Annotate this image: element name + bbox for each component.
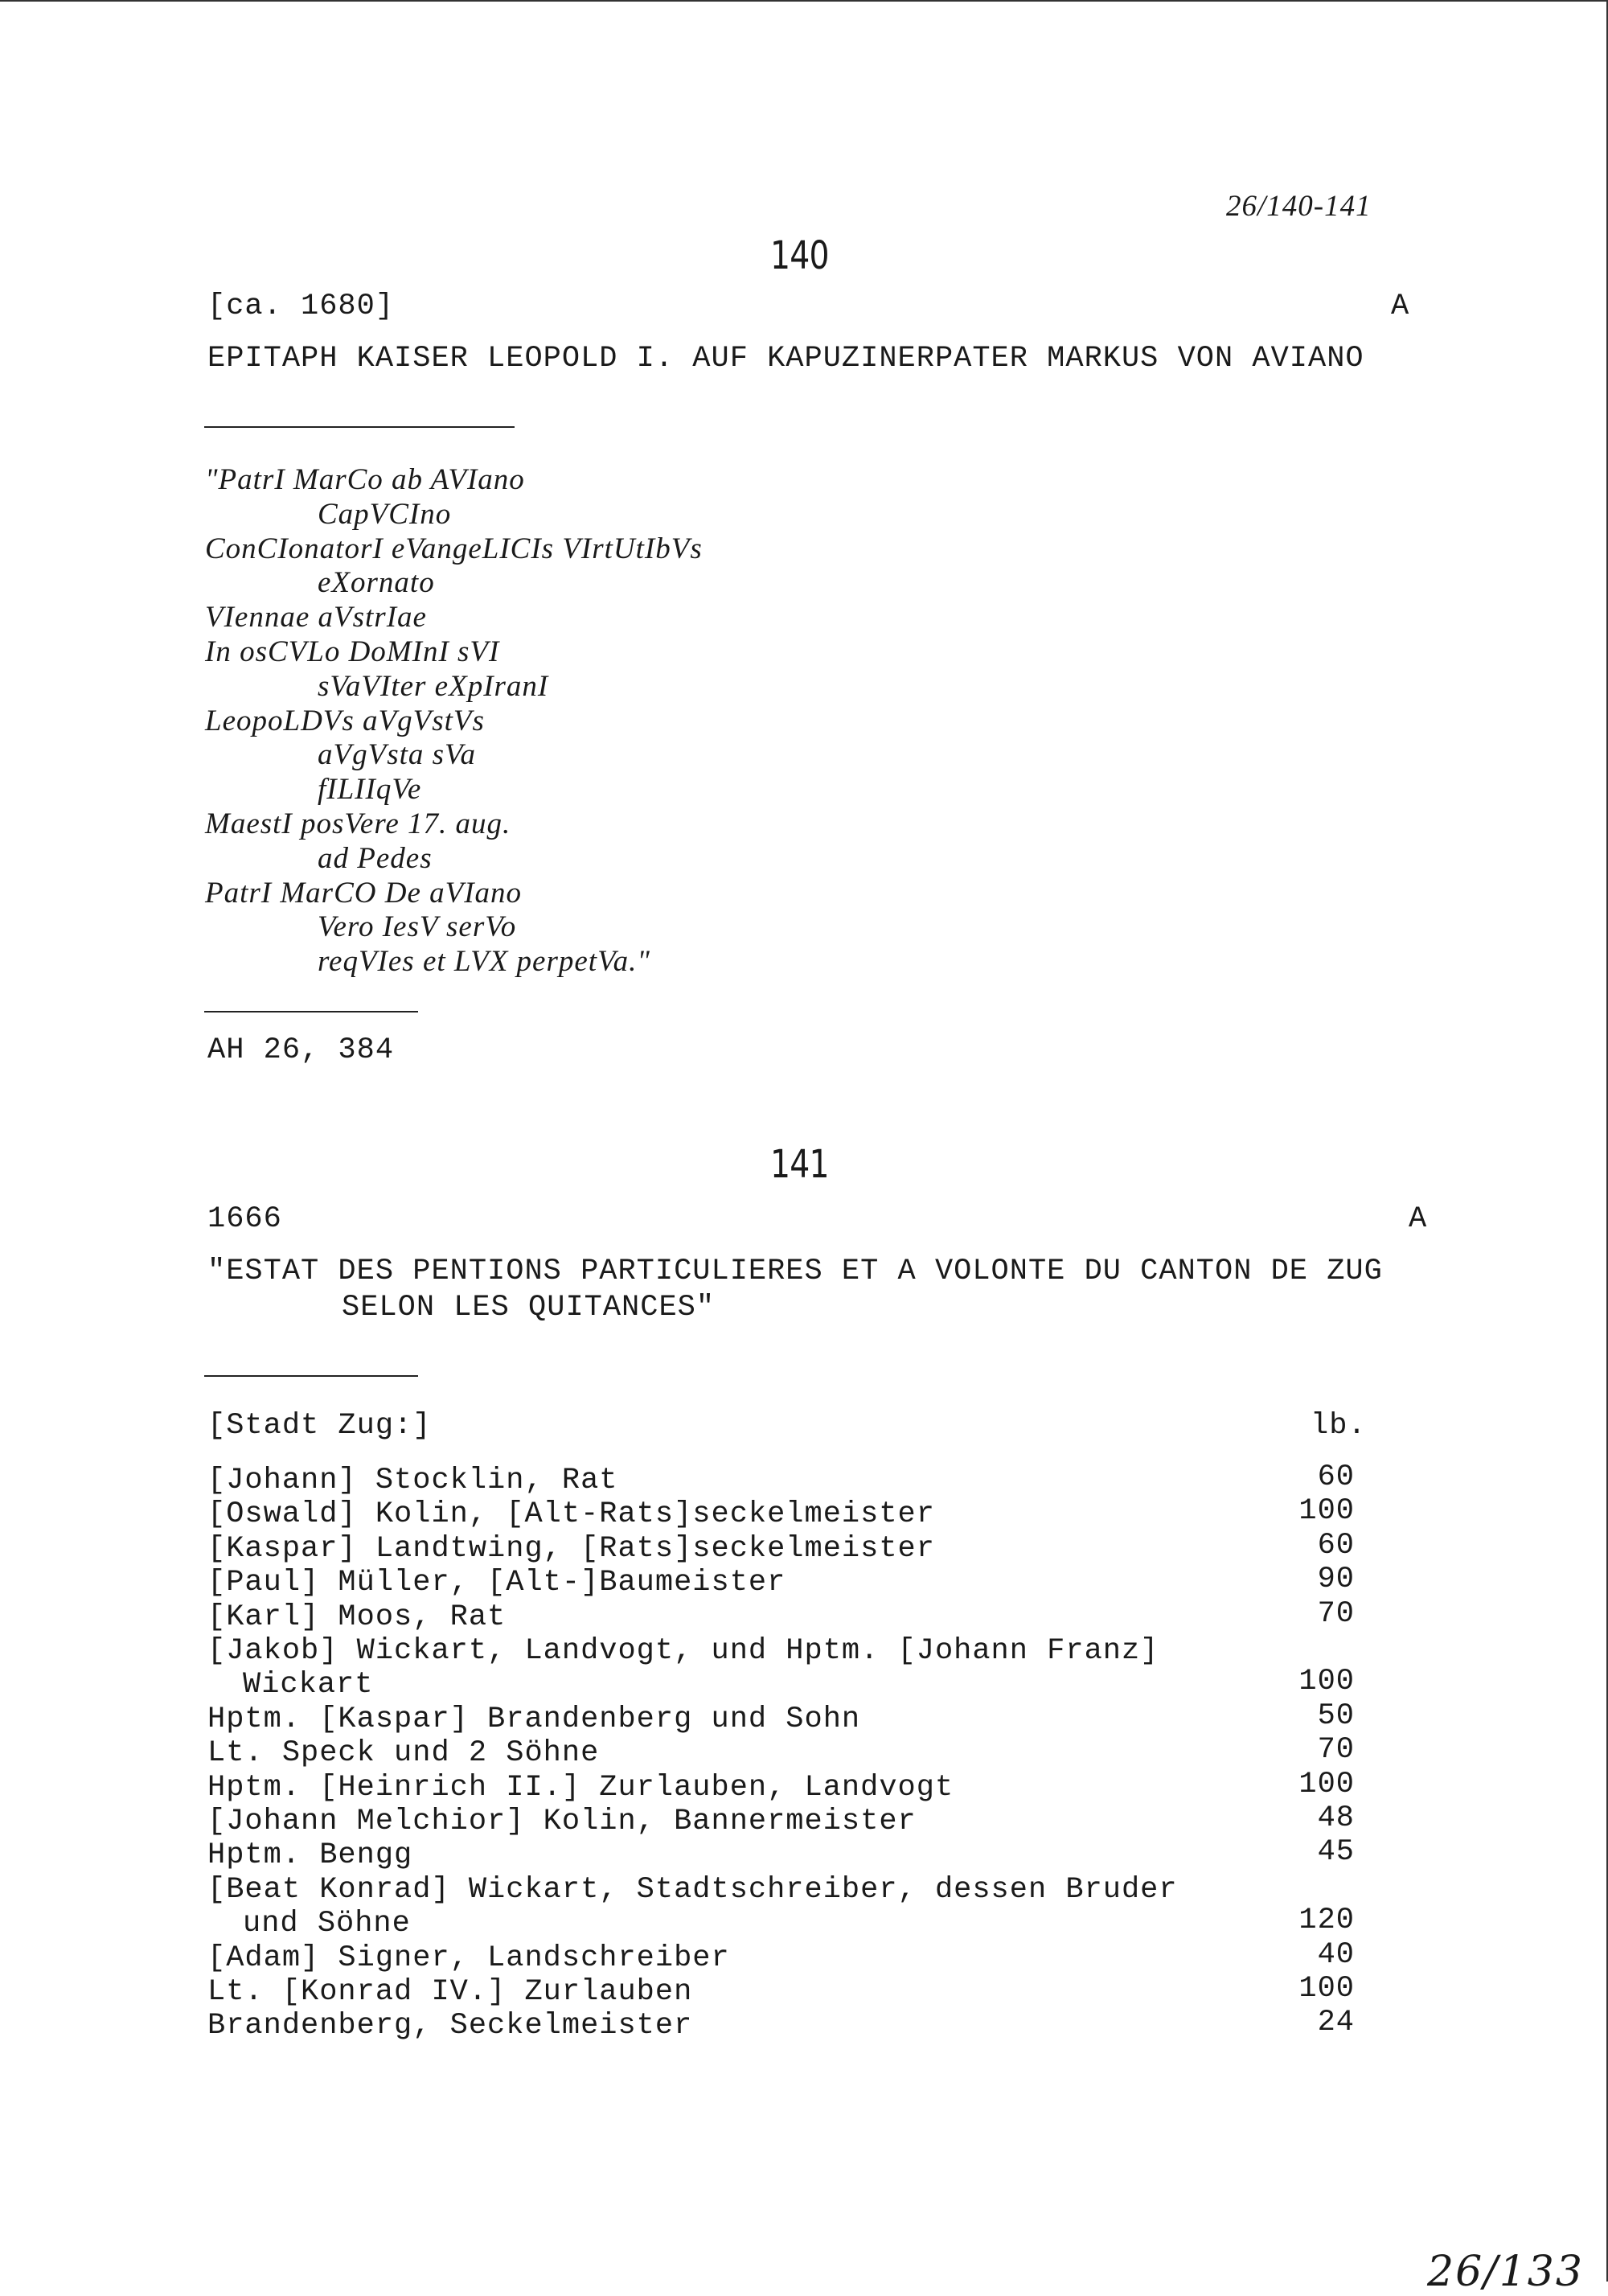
poem-line: aVgVsta sVa: [318, 738, 477, 772]
table-row-amount: 70: [1317, 1596, 1355, 1631]
table-row-name: Wickart: [243, 1668, 374, 1702]
entry-140-title: EPITAPH KAISER LEOPOLD I. AUF KAPUZINERPATER MARKUS VON AVIANO: [207, 342, 1364, 376]
table-row-amount: 50: [1317, 1698, 1355, 1733]
table-row-name: [Johann Melchior] Kolin, Bannermeister: [207, 1805, 917, 1838]
table-row-name: Lt. Speck und 2 Söhne: [207, 1736, 600, 1771]
entry-140-category: A: [1391, 290, 1410, 323]
entry-140-rule-top: [204, 426, 515, 428]
scan-border-top: [0, 0, 1608, 2]
table-row-name: und Söhne: [243, 1907, 411, 1941]
table-row-name: Hptm. [Heinrich II.] Zurlauben, Landvogt: [207, 1770, 954, 1805]
page-reference: 26/140-141: [1226, 190, 1372, 223]
entry-number-140: 140: [770, 233, 829, 278]
table-row-amount: 48: [1317, 1801, 1355, 1835]
table-row-amount: 100: [1298, 1767, 1355, 1801]
table-row-name: [Jakob] Wickart, Landvogt, und Hptm. [Johann Franz]: [207, 1634, 1159, 1668]
handwritten-page-number: 26/133: [1427, 2248, 1584, 2296]
table-row-amount: 60: [1317, 1460, 1355, 1494]
table-row-name: [Adam] Signer, Landschreiber: [207, 1941, 730, 1975]
poem-line: VIennae aVstrIae: [205, 601, 427, 635]
table-row-name: [Paul] Müller, [Alt-]Baumeister: [207, 1566, 786, 1600]
poem-line: PatrI MarCO De aVIano: [205, 876, 523, 910]
poem-line: "PatrI MarCo ab AVIano: [205, 463, 525, 496]
table-row-amount: 100: [1298, 1972, 1355, 2006]
entry-141-date: 1666: [207, 1202, 282, 1236]
poem-line: CapVCIno: [318, 497, 452, 531]
table-place-header: [Stadt Zug:]: [207, 1409, 432, 1443]
entry-141-rule: [204, 1375, 418, 1377]
entry-140-source: AH 26, 384: [207, 1033, 395, 1067]
table-row-amount: 100: [1298, 1665, 1355, 1699]
poem-line: LeopoLDVs aVgVstVs: [205, 704, 485, 737]
entry-141-title-line1: "ESTAT DES PENTIONS PARTICULIERES ET A VOLONTE DU CANTON DE ZUG: [207, 1255, 1383, 1288]
table-row-name: [Beat Konrad] Wickart, Stadtschreiber, dessen Bruder: [207, 1872, 1178, 1907]
table-unit-header: lb.: [1311, 1409, 1367, 1443]
table-row-name: Lt. [Konrad IV.] Zurlauben: [207, 1975, 693, 2009]
entry-140-rule-bottom: [204, 1011, 418, 1012]
entry-140-date: [ca. 1680]: [207, 290, 395, 323]
table-row-amount: 90: [1317, 1563, 1355, 1597]
table-row-name: [Oswald] Kolin, [Alt-Rats]seckelmeister: [207, 1497, 935, 1532]
poem-line: ad Pedes: [318, 841, 433, 875]
table-row-name: [Karl] Moos, Rat: [207, 1600, 507, 1634]
table-row-amount: 40: [1317, 1937, 1355, 1972]
table-row-amount: 24: [1317, 2006, 1355, 2040]
poem-line: In osCVLo DoMInI sVI: [205, 635, 500, 668]
table-row-amount: 120: [1298, 1904, 1355, 1938]
poem-line: fILIIqVe: [318, 773, 422, 807]
table-row-amount: 100: [1298, 1494, 1355, 1529]
poem-line: Vero IesV serVo: [318, 910, 517, 944]
table-row-name: Hptm. [Kaspar] Brandenberg und Sohn: [207, 1702, 861, 1736]
table-row-amount: 70: [1317, 1733, 1355, 1768]
entry-141-category: A: [1409, 1202, 1428, 1236]
poem-line: ConCIonatorI eVangeLICIs VIrtUtIbVs: [205, 532, 703, 565]
entry-141-title-line2: SELON LES QUITANCES": [342, 1291, 716, 1325]
table-row-name: [Kaspar] Landtwing, [Rats]seckelmeister: [207, 1531, 935, 1566]
poem-line: MaestI posVere 17. aug.: [205, 807, 511, 840]
table-row-amount: 45: [1317, 1835, 1355, 1870]
table-row-amount: 60: [1317, 1528, 1355, 1563]
table-row-name: [Johann] Stocklin, Rat: [207, 1464, 618, 1497]
table-row-name: Brandenberg, Seckelmeister: [207, 2009, 693, 2043]
poem-line: reqVIes et LVX perpetVa.": [318, 945, 650, 979]
poem-line: sVaVIter eXpIranI: [318, 669, 549, 703]
poem-line: eXornato: [318, 566, 435, 600]
entry-number-141: 141: [770, 1142, 829, 1187]
table-row-name: Hptm. Bengg: [207, 1838, 413, 1873]
